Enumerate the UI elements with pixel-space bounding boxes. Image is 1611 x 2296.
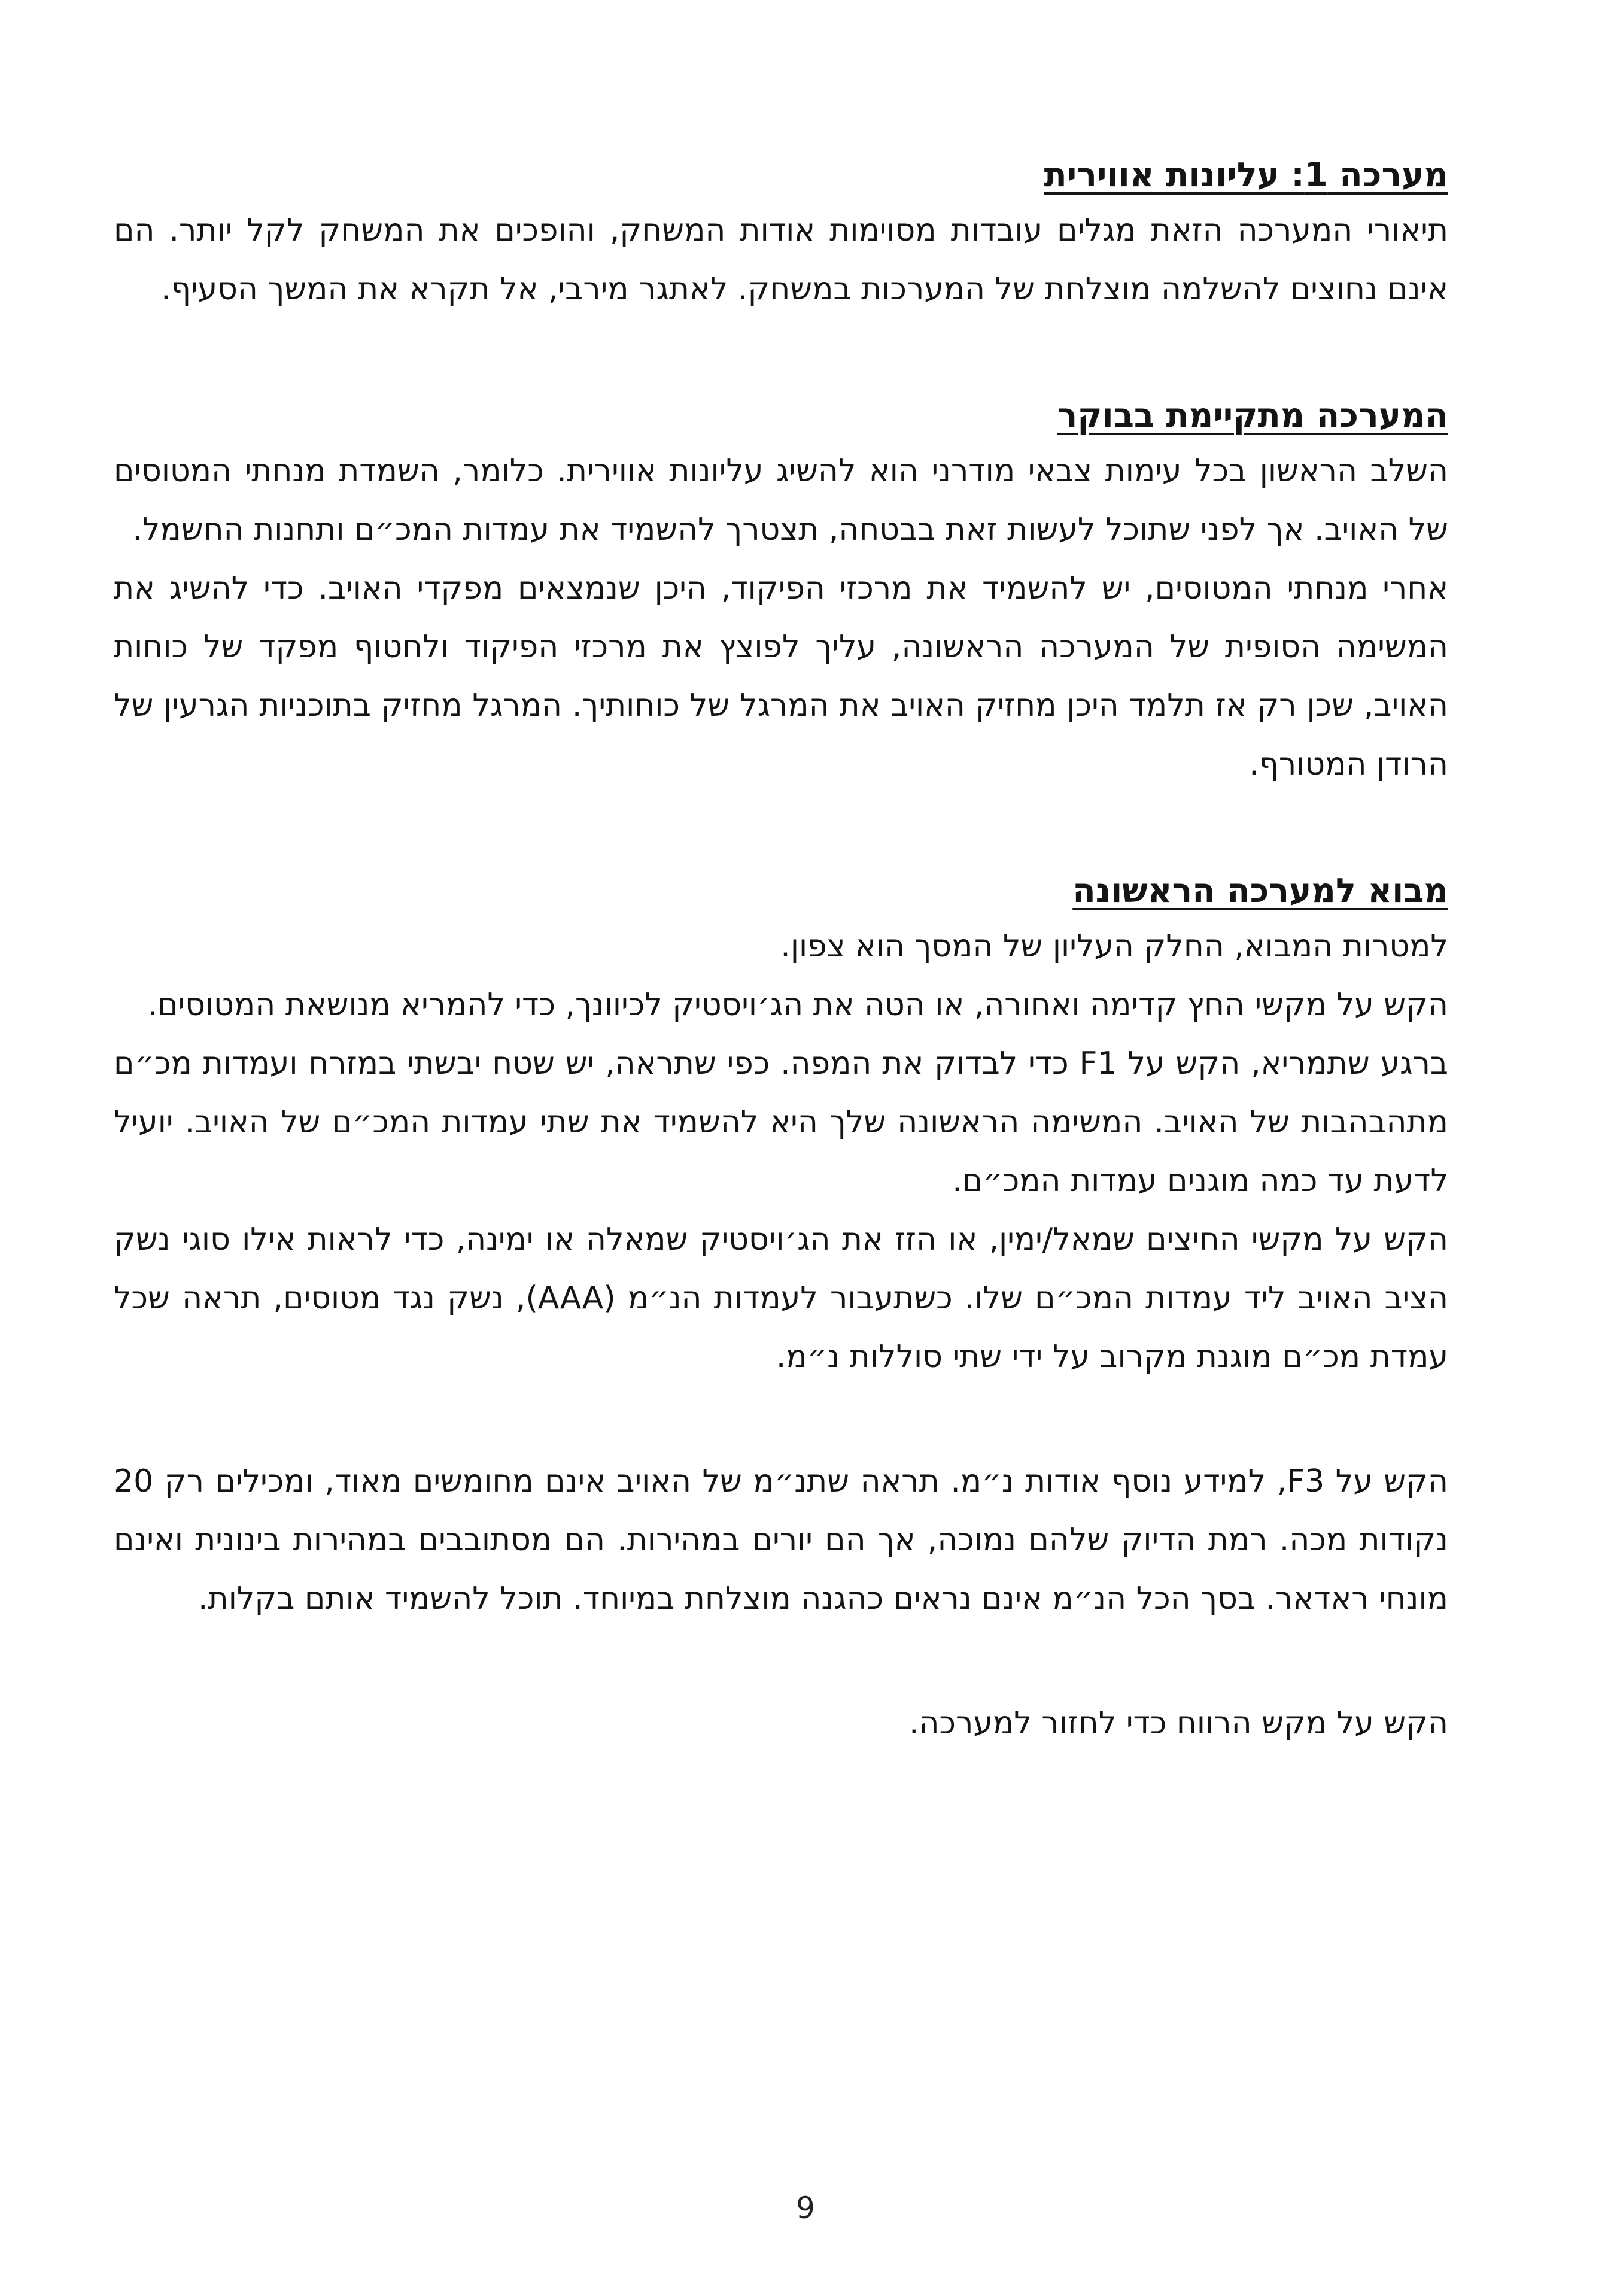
paragraph-gap (114, 1386, 1448, 1452)
section-heading-air-superiority: מערכה 1: עליונות אווירית (1044, 156, 1448, 195)
section-gap (114, 794, 1448, 865)
aaa-info-paragraph: הקש על F3, למידע נוסף אודות נ״מ. תראה שתנ״מ של האויב אינם מחומשים מאוד, ומכילים רק 20 נקודות מכה. רמת הדיוק שלהם נמוכה, אך הם יורים במהירות. הם מסתובבים במהירות בינונית ואינם מונחי ראדאר. בסך הכל הנ״מ אינם נראים כהגנה מוצלחת במיוחד. תוכל להשמיד אותם בקלות. (114, 1463, 1448, 1617)
page-content (114, 150, 1448, 1753)
page-number: 9 (796, 2191, 815, 2225)
intro-warning-paragraph: תיאורי המערכה הזאת מגלים עובדות מסוימות אודות המשחק, והופכים את המשחק לקל יותר. הם אינם נחוצים להשלמה מוצלחת של המערכות במשחק. לאתגר מירבי, אל תקרא את המשך הסעיף. (114, 212, 1448, 307)
intro-paragraph-2: הקש על מקשי החץ קדימה ואחורה, או הטה את הג׳ויסטיק לכיוונך, כדי להמריא מנושאת המטוסים. (147, 987, 1448, 1023)
intro-paragraph-4: הקש על מקשי החיצים שמאל/ימין, או הזז את הג׳ויסטיק שמאלה או ימינה, כדי לראות אילו סוגי נשק הציב האויב ליד עמדות המכ״ם שלו. כשתעבור לעמדות הנ״מ (AAA), נשק נגד מטוסים, תראה שכל עמדת מכ״ם מוגנת מקרוב על ידי שתי סוללות נ״מ. (114, 1222, 1449, 1375)
section-gap (114, 318, 1448, 390)
morning-paragraph-1: השלב הראשון בכל עימות צבאי מודרני הוא להשיג עליונות אווירית. כלומר, השמדת מנחתי המטוסים של האויב. אך לפני שתוכל לעשות זאת בבטחה, תצטרך להשמיד את עמדות המכ״ם ותחנות החשמל. (114, 453, 1448, 548)
intro-paragraph-1: למטרות המבוא, החלק העליון של המסך הוא צפון. (780, 928, 1448, 964)
morning-paragraph-2: אחרי מנחתי המטוסים, יש להשמיד את מרכזי הפיקוד, היכן שנמצאים מפקדי האויב. כדי להשיג את המשימה הסופית של המערכה הראשונה, עליך לפוצץ את מרכזי הפיקוד ולחטוף מפקד של כוחות האויב, שכן רק אז תלמד היכן מחזיק האויב את המרגל של כוחותיך. המרגל מחזיק בתוכניות הגרעין של הרודן המטורף. (114, 570, 1448, 782)
section-heading-morning: המערכה מתקיימת בבוקר (1057, 396, 1448, 435)
section-heading-intro-first-campaign: מבוא למערכה הראשונה (1072, 871, 1448, 910)
paragraph-gap (114, 1628, 1448, 1694)
intro-paragraph-3: ברגע שתמריא, הקש על F1 כדי לבדוק את המפה. כפי שתראה, יש שטח יבשתי במזרח ועמדות מכ״ם מתהבהבות של האויב. המשימה הראשונה שלך היא להשמיד את שתי עמדות המכ״ם של האויב. יועיל לדעת עד כמה מוגנים עמדות המכ״ם. (114, 1046, 1448, 1199)
return-instruction-paragraph: הקש על מקש הרווח כדי לחזור למערכה. (908, 1705, 1448, 1741)
